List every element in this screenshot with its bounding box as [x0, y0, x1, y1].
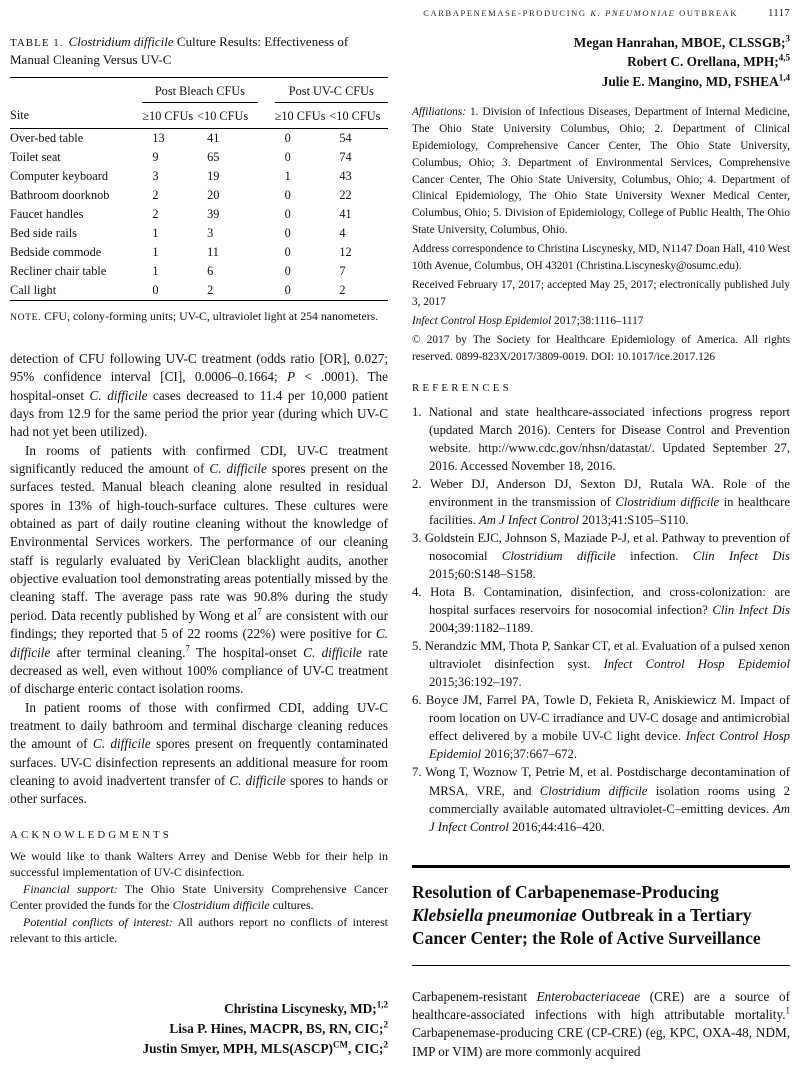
text-segment: Julie E. Mangino, MD, FSHEA — [601, 73, 779, 89]
text-segment: All authors report no conflicts of interest relevant to this article. — [10, 914, 388, 946]
two-column-layout — [10, 33, 790, 1061]
value-cell: 3 — [152, 168, 159, 183]
text-segment: P — [286, 369, 295, 385]
column-header-lt10-uvc: <10 CFUs — [329, 102, 388, 128]
title-rule — [412, 965, 790, 966]
column-header-ge10-uvc: ≥10 CFUs — [275, 102, 330, 128]
reference-item — [412, 637, 790, 691]
text-segment: Clostridium difficile — [539, 783, 648, 798]
value-cell: 3 — [207, 225, 214, 240]
text-segment: 4,5 — [778, 52, 790, 63]
table-row — [10, 205, 388, 224]
value-cell: 39 — [207, 206, 220, 221]
gap-cell — [258, 205, 275, 224]
table-row — [10, 224, 388, 243]
text-segment: K. PNEUMONIAE — [590, 8, 676, 18]
reference-number: 1. — [412, 404, 429, 419]
received-dates — [412, 277, 790, 311]
value-cell: 0 — [284, 225, 291, 240]
value-cell: 4 — [339, 225, 346, 240]
text-segment: , CIC; — [348, 1041, 384, 1057]
text-segment: Am J Infect Control — [429, 801, 790, 834]
running-head-text — [423, 8, 738, 18]
value-cell: 43 — [339, 168, 352, 183]
acknowledgments-heading: ACKNOWLEDGMENTS — [10, 828, 172, 841]
front-matter — [412, 104, 790, 368]
value-cell: 0 — [284, 244, 291, 259]
reference-number: 7. — [412, 765, 426, 780]
text-segment: Clostridium difficile — [172, 898, 270, 913]
table-row — [10, 167, 388, 186]
text-segment: Boyce JM, Farrel PA, Towle D, Fekieta R, Aniskiewicz M. Impact of room location on UV-C irradiance and UV-C dosage and antimicrobial effect delivered by a mobile UV-C light device. — [425, 693, 790, 744]
value-cell: 41 — [339, 206, 352, 221]
text-segment: < .0001). The hospital-onset — [10, 369, 389, 403]
right-column — [412, 33, 790, 1061]
blank-cell — [10, 77, 142, 102]
text-segment: are consistent with our findings; they reported that 5 of 22 rooms (22%) were positive for — [10, 607, 388, 642]
table-row — [10, 148, 388, 167]
text-segment: Outbreak in a Tertiary Cancer Center; the Role of Active Surveillance — [412, 905, 761, 948]
text-segment: 2015;36:192–197. — [429, 675, 522, 690]
text-segment: 2016;44:416–420. — [508, 819, 605, 834]
gap-cell — [258, 102, 275, 128]
text-segment: CM — [332, 1039, 349, 1050]
value-cell: 0 — [284, 130, 291, 145]
site-cell: Computer keyboard — [10, 168, 109, 183]
column-header-site: Site — [10, 102, 142, 128]
affiliations — [412, 104, 790, 240]
text-segment: Lisa P. Hines, MACPR, BS, RN, CIC; — [169, 1021, 384, 1037]
text-segment: 1 — [785, 1005, 790, 1016]
text-segment: CARBAPENEMASE-PRODUCING — [423, 8, 591, 18]
text-segment: rate decreased as well, even without 100% compliance of UV-C treatment of discharge enteric contact isolation rooms. — [10, 644, 388, 697]
text-segment: Infect Control Hosp Epidemiol — [412, 315, 552, 328]
value-cell: 7 — [339, 263, 346, 278]
reference-number: 4. — [412, 585, 431, 600]
text-segment: 7 — [185, 643, 190, 654]
table-row — [10, 186, 388, 205]
text-segment: (CRE) are a source of healthcare-associated infections with high attributable mortality. — [412, 988, 790, 1022]
text-segment: CFU, colony-forming units; UV-C, ultraviolet light at 254 nanometers. — [41, 308, 379, 323]
text-segment: In patient rooms of those with confirmed CDI, adding UV-C treatment to daily bathroom and terminal discharge cleaning reduces the amount of — [10, 699, 388, 752]
text-segment: spores present on frequently contaminated surfaces. UV-C disinfection represents an additional measure for room cleaning to avoid inadvertent transfer of — [10, 736, 388, 788]
text-segment: In rooms of patients with confirmed CDI, UV-C treatment significantly reduced the amount of — [10, 442, 388, 477]
text-segment: Infect Control Hosp Epidemiol — [603, 657, 790, 672]
text-segment: Robert C. Orellana, MPH; — [627, 54, 779, 70]
text-segment: Christina Liscynesky, MD; — [224, 1001, 377, 1017]
reference-item — [412, 529, 790, 583]
author-line — [412, 52, 790, 71]
text-segment: 2 — [383, 1039, 388, 1050]
value-cell: 65 — [207, 149, 220, 164]
table-caption-label: TABLE 1. — [10, 37, 64, 49]
paragraph — [10, 881, 388, 914]
value-cell: 54 — [339, 130, 352, 145]
gap-cell — [258, 128, 275, 148]
text-segment: infection. — [615, 549, 693, 564]
table-spanner-row — [10, 77, 388, 102]
gap-cell — [258, 224, 275, 243]
text-segment: Enterobacteriaceae — [536, 988, 641, 1004]
spanner-post-bleach: Post Bleach CFUs — [142, 77, 257, 102]
value-cell: 1 — [284, 168, 291, 183]
column-header-lt10-bleach: <10 CFUs — [197, 102, 257, 128]
copyright-line — [412, 332, 790, 366]
text-segment: Justin Smyer, MPH, MLS(ASCP) — [142, 1041, 333, 1057]
text-segment: cultures. — [269, 898, 314, 913]
gap-cell — [258, 243, 275, 262]
text-segment: Am J Infect Control — [479, 513, 579, 528]
text-segment: Clin Infect Dis — [712, 603, 790, 618]
value-cell: 22 — [339, 187, 352, 202]
text-segment: 2004;39:1182–1189. — [429, 621, 534, 636]
value-cell: 74 — [339, 149, 352, 164]
reference-item — [412, 583, 790, 637]
article-divider-rule — [412, 865, 790, 868]
text-segment: C. difficile — [229, 772, 286, 788]
next-article — [412, 865, 790, 1061]
reference-number: 6. — [412, 693, 426, 708]
text-segment: Clostridium difficile — [615, 495, 720, 510]
text-segment: Received February 17, 2017; accepted May 25, 2017; electronically published July 3, 2017 — [412, 279, 790, 309]
text-segment: C. difficile — [10, 626, 388, 660]
text-segment: Resolution of Carbapenemase-Producing — [412, 882, 719, 903]
value-cell: 12 — [339, 244, 352, 259]
value-cell: 1 — [152, 244, 159, 259]
value-cell: 1 — [152, 225, 159, 240]
text-segment: Wong T, Woznow T, Petrie M, et al. Postdischarge decontamination of MRSA, VRE, and — [425, 765, 790, 798]
paragraph — [10, 699, 388, 809]
spanner-post-uvc: Post UV-C CFUs — [275, 77, 388, 102]
value-cell: 1 — [152, 263, 159, 278]
text-segment: detection of CFU following UV-C treatment (odds ratio [OR], 0.027; 95% confidence interval [CI], 0.0006–0.1664; — [10, 351, 388, 385]
text-segment: cases decreased to 11.4 per 10,000 patient days from 12.9 for the same period the prior year (during which UV-C had not yet been utilized). — [10, 387, 388, 440]
left-column — [10, 33, 388, 1061]
text-segment: National and state healthcare-associated infections progress report (updated March 2016). Centers for Disease Control and Prevention website. http://www.cdc.gov/nhsn/datastat/. Updated September 27, 2016. Accessed November 18, 2016. — [428, 404, 791, 473]
value-cell: 11 — [207, 244, 219, 259]
reference-item — [412, 691, 790, 763]
value-cell: 0 — [284, 187, 291, 202]
text-segment: 2015;60:S148–S158. — [429, 567, 536, 582]
table-body — [10, 128, 388, 300]
paragraph — [10, 914, 388, 947]
text-segment: Affiliations: — [412, 105, 466, 118]
author-list-left — [10, 999, 388, 1061]
text-segment: Clostridium difficile — [501, 549, 616, 564]
text-segment: 1,2 — [376, 999, 388, 1010]
value-cell: 0 — [284, 263, 291, 278]
page-number: 1117 — [768, 8, 790, 19]
table-header-row — [10, 102, 388, 128]
reference-number: 3. — [412, 531, 425, 546]
paragraph — [10, 442, 388, 699]
value-cell: 0 — [284, 282, 291, 297]
text-segment: 2013;41:S105–S110. — [578, 513, 689, 528]
reference-item — [412, 763, 790, 835]
text-segment: Potential conflicts of interest: — [23, 914, 173, 929]
text-segment: Nerandzic MM, Thota P, Sankar CT, et al. Evaluation of a pulsed xenon ultraviolet disinfection syst. — [424, 639, 791, 672]
text-segment: Megan Hanrahan, MBOE, CLSSGB; — [573, 35, 786, 50]
author-list-right — [412, 33, 790, 91]
table-row — [10, 262, 388, 281]
site-cell: Recliner chair table — [10, 263, 107, 278]
text-segment: Goldstein EJC, Johnson S, Maziade P-J, et al. Pathway to prevention of nosocomial — [424, 531, 791, 564]
value-cell: 2 — [339, 282, 346, 297]
references-heading: REFERENCES — [412, 381, 512, 394]
gap-cell — [258, 281, 275, 301]
site-cell: Over-bed table — [10, 130, 84, 145]
gap-cell — [258, 186, 275, 205]
text-segment: 7 — [257, 606, 262, 617]
value-cell: 6 — [207, 263, 214, 278]
column-header-ge10-bleach: ≥10 CFUs — [142, 102, 197, 128]
text-segment: C. difficile — [92, 736, 151, 752]
value-cell: 2 — [207, 282, 214, 297]
text-segment: The hospital-onset — [189, 644, 304, 660]
text-segment: Address correspondence to Christina Liscynesky, MD, N1147 Doan Hall, 410 West 10th Avenue, Columbus, OH 43201 (Christina.Liscynesky@osumc.edu). — [412, 243, 790, 273]
text-segment: Carbapenemase-producing CRE (CP-CRE) (eg, KPC, OXA-48, NDM, IMP or VIM) are more commonly acquired — [412, 1025, 790, 1059]
author-line — [10, 1019, 388, 1039]
text-segment: spores to hands or other surfaces. — [10, 772, 388, 807]
author-line — [412, 72, 790, 91]
next-article-intro — [412, 988, 790, 1061]
value-cell: 2 — [152, 206, 159, 221]
value-cell: 2 — [152, 187, 159, 202]
text-segment: Financial support: — [23, 881, 118, 896]
paragraph — [10, 848, 388, 881]
text-segment: in healthcare facilities. — [429, 495, 790, 528]
acknowledgments-block — [10, 848, 388, 947]
value-cell: 9 — [152, 149, 159, 164]
site-cell: Bedside commode — [10, 244, 102, 259]
text-segment: The Ohio State University Comprehensive Cancer Center provided the funds for the — [10, 881, 389, 913]
table-row — [10, 128, 388, 148]
correspondence — [412, 241, 790, 275]
text-segment: after terminal cleaning. — [50, 644, 186, 660]
value-cell: 0 — [152, 282, 159, 297]
reference-item — [412, 475, 790, 529]
text-segment: 2017;38:1116–1117 — [551, 315, 644, 328]
table-caption — [10, 33, 388, 68]
reference-item — [412, 403, 790, 475]
reference-list — [412, 403, 790, 836]
journal-citation — [412, 313, 790, 330]
text-segment: OUTBREAK — [675, 8, 739, 18]
site-cell: Call light — [10, 282, 57, 297]
text-segment: spores present on the surfaces tested. Manual bleach cleaning alone resulted in residual spores in 13% of high-touch-surface cultures. These cultures were obtained as part of daily routine cleaning without the knowledge of Environmental Services workers. The performance of our cleaning staff is regularly evaluated by VeriClean blacklight audits, another objective evaluation tool demonstrating areas potentially missed by the cleaning staff. The average pass rate was 90.8% during the study period. Data recently published by Wong et al — [10, 461, 388, 623]
text-segment: We would like to thank Walters Arrey and Denise Webb for their help in successful implementation of UV-C disinfection. — [10, 848, 388, 880]
gap-cell — [258, 262, 275, 281]
text-segment: Clostridium difficile — [68, 34, 174, 49]
gap-cell — [258, 77, 275, 102]
text-segment: Infect Control Hosp Epidemiol — [429, 729, 790, 762]
value-cell: 19 — [207, 168, 220, 183]
text-segment: Culture Results: Effectiveness of Manual Cleaning Versus UV-C — [10, 34, 349, 67]
text-segment: C. difficile — [303, 644, 362, 660]
text-segment: C. difficile — [209, 461, 267, 477]
text-segment: Clin Infect Dis — [692, 549, 790, 564]
text-segment: C. difficile — [89, 387, 148, 403]
author-line — [10, 999, 388, 1019]
value-cell: 0 — [284, 149, 291, 164]
text-segment: isolation rooms using 2 commercially available automated ultraviolet-C–emitting devices. — [429, 783, 790, 816]
value-cell: 41 — [207, 130, 220, 145]
text-segment: Carbapenem-resistant — [412, 988, 537, 1004]
table-row — [10, 243, 388, 262]
author-line — [10, 1039, 388, 1059]
author-line — [412, 33, 790, 52]
table-row — [10, 281, 388, 301]
site-cell: Faucet handles — [10, 206, 84, 221]
text-segment: 2016;37:667–672. — [481, 747, 578, 762]
value-cell: 13 — [152, 130, 165, 145]
text-segment: 3 — [785, 33, 790, 44]
text-segment: NOTE. — [10, 311, 42, 323]
text-segment: Klebsiella pneumoniae — [412, 905, 577, 926]
article-body — [10, 350, 388, 809]
running-head — [10, 8, 790, 19]
text-segment: Hota B. Contamination, disinfection, and cross-colonization: are hospital surfaces reservoirs for nosocomial infection? — [429, 585, 790, 618]
value-cell: 20 — [207, 187, 220, 202]
culture-results-table — [10, 77, 388, 301]
paragraph — [10, 350, 388, 442]
reference-number: 2. — [412, 476, 430, 491]
text-segment: 1. Division of Infectious Diseases, Department of Internal Medicine, The Ohio State University Columbus, Ohio; 2. Department of Clinical Epidemiology, Comprehensive Cancer Center, The Ohio State University, Columbus, Ohio; 3. Department of Environmental Services, Comprehensive Cancer Center, The Ohio State University, Columbus, Ohio; 4. Department of Clinical Epidemiology, The Ohio State University Wexner Medical Center, Columbus, Ohio; 5. Division of Epidemiology, College of Public Health, The Ohio State University, Columbus, Ohio. — [412, 105, 790, 237]
site-cell: Toilet seat — [10, 149, 61, 164]
gap-cell — [258, 148, 275, 167]
text-segment: Weber DJ, Anderson DJ, Sexton DJ, Rutala WA. Role of the environment in the transmission of — [429, 476, 790, 510]
value-cell: 0 — [284, 206, 291, 221]
text-segment: 1,4 — [778, 72, 790, 83]
site-cell: Bathroom doorknob — [10, 187, 110, 202]
next-article-title — [412, 881, 790, 949]
site-cell: Bed side rails — [10, 225, 77, 240]
reference-number: 5. — [412, 639, 425, 654]
text-segment: 2 — [383, 1019, 388, 1030]
text-segment: © 2017 by The Society for Healthcare Epidemiology of America. All rights reserved. 0899-823X/2017/3809-0019. DOI: 10.1017/ice.2017.126 — [412, 333, 790, 363]
table-note — [10, 308, 388, 324]
gap-cell — [258, 167, 275, 186]
